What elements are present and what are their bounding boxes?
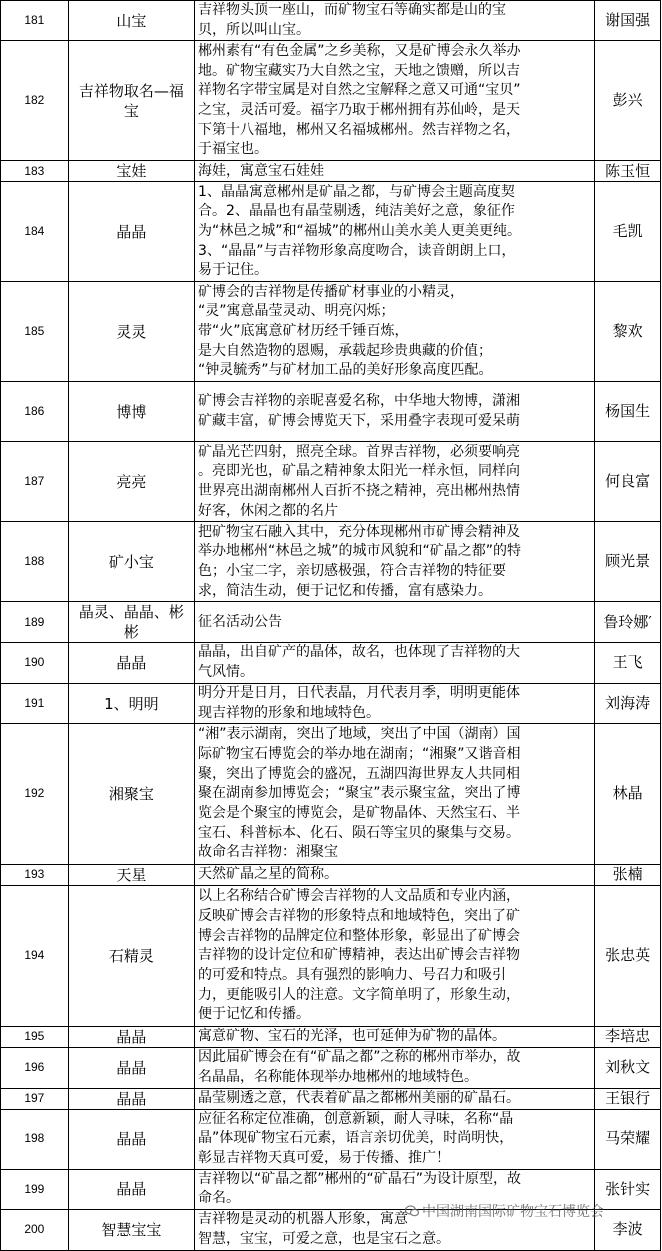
entry-description [195, 1027, 595, 1048]
table-row [1, 683, 661, 723]
entry-name-line: 晶晶 [116, 1058, 147, 1077]
entry-description-line: 的可爱和特点。具有强烈的影响力、号召力和吸引 [198, 967, 507, 984]
entry-description-line: “灵”寓意晶莹灵动、明亮闪烁； [198, 303, 395, 320]
entry-name-line: 晶晶 [116, 1180, 147, 1199]
entry-description [195, 41, 595, 161]
wechat-icon [405, 1205, 419, 1217]
entry-name-line: 湘聚宝 [108, 785, 154, 804]
entry-name [68, 442, 194, 522]
entry-author: 王银行 [595, 1088, 661, 1109]
entry-number: 194 [1, 886, 69, 1027]
entry-description-line: 智慧，宝宝，可爱之意，也是宝石之意。 [198, 1230, 451, 1247]
entry-author: 林晶 [595, 724, 661, 865]
entry-author: 刘海涛 [595, 683, 661, 723]
entry-description-line: 色；小宝二字，亲切感极强，符合吉祥物的特征要 [198, 562, 507, 579]
entry-name-line: 晶晶 [116, 654, 147, 673]
entry-name-line: 晶晶 [116, 1028, 147, 1047]
table-row [1, 161, 661, 182]
entry-name-line: 灵灵 [116, 322, 147, 341]
entry-name [68, 522, 194, 602]
entry-description [195, 865, 595, 886]
entry-description-line: 世界亮出湖南郴州人百折不挠之精神，亮出郴州热情 [198, 482, 521, 499]
entry-description-line: 命名。 [198, 1190, 241, 1207]
entry-description [195, 886, 595, 1027]
entry-description-line: 于福宝也。 [198, 141, 269, 158]
entry-number: 185 [1, 282, 69, 382]
entry-number: 197 [1, 1088, 69, 1109]
entry-number: 192 [1, 724, 69, 865]
entry-description [195, 382, 595, 442]
entry-number: 191 [1, 683, 69, 723]
watermark-text: 中国湖南国际矿物宝石博览会 [422, 1204, 604, 1220]
entry-name [68, 161, 194, 182]
entry-name-line: 晶晶 [116, 1130, 147, 1149]
table-row [1, 522, 661, 602]
entry-name [68, 1109, 194, 1169]
table-row [1, 865, 661, 886]
entry-author: 张忠英 [595, 886, 661, 1027]
entry-author: 马荣耀 [595, 1109, 661, 1169]
entry-name-line: 石精灵 [108, 947, 154, 966]
entry-name [68, 41, 194, 161]
entry-description [195, 1, 595, 41]
entry-description-line: 矿博会吉祥物的亲昵喜爱名称，中华地大物博，潇湘 [198, 393, 521, 410]
entry-description-line: 合。2、晶晶也有晶莹剔透，纯洁美好之意，象征作 [198, 203, 515, 220]
table-row [1, 41, 661, 161]
entry-description [195, 602, 595, 643]
entry-author: 张楠 [595, 865, 661, 886]
entry-description-line: 下第十八福地，郴州又名福城郴州。然吉祥物之名， [198, 121, 521, 138]
entry-description [195, 522, 595, 602]
table-row [1, 1048, 661, 1088]
entry-number: 182 [1, 41, 69, 161]
entry-description-line: “钟灵毓秀”与矿材加工品的美好形象高度匹配。 [198, 362, 493, 379]
entry-description-line: 贝，所以叫山宝。 [198, 21, 311, 38]
entry-description-line: 力，更能吸引人的注意。文字简单明了，形象生动， [198, 986, 521, 1003]
entry-author: 鲁玲娜′ [595, 602, 661, 643]
entry-description [195, 1109, 595, 1169]
entry-description-line: 吉祥物头顶一座山，而矿物宝石等确实都是山的宝 [198, 2, 507, 18]
entry-description [195, 161, 595, 182]
entry-description-line: 求，简洁生动，便于记忆和传播，富有感染力。 [198, 582, 493, 599]
entry-name [68, 886, 194, 1027]
entry-description-line: 举办地郴州“林邑之城”的城市风貌和“矿晶之都”的特 [198, 543, 522, 560]
table-row [1, 442, 661, 522]
entry-description-line: “湘”表示湖南，突出了地域，突出了中国（湖南）国 [198, 726, 521, 743]
entry-description-line: 。亮即光也，矿晶之精神象太阳光一样永恒，同样向 [198, 463, 521, 480]
entry-number: 199 [1, 1169, 69, 1209]
entry-number: 195 [1, 1027, 69, 1048]
entry-number: 200 [1, 1210, 69, 1250]
entry-name-line: 晶灵、晶晶、彬 [78, 603, 184, 622]
entry-name [68, 1, 194, 41]
entry-name [68, 1210, 194, 1250]
entry-name [68, 724, 194, 865]
entry-description-line: 带“火”底寓意矿材历经千锤百炼， [198, 323, 409, 340]
entry-description-line: 览会是个聚宝的博览会，是矿物晶体、天然宝石、半 [198, 805, 521, 822]
entry-description-line: 好客，休闲之都的名片 [198, 502, 339, 519]
entry-description-line: 以上名称结合矿博会吉祥物的人文品质和专业内涵， [198, 888, 521, 905]
entry-description-line: 宝石、科普标本、化石、陨石等宝贝的聚集与交易。 [198, 824, 521, 841]
entry-name-line: 宝娃 [116, 162, 147, 181]
entry-author: 李波 [595, 1210, 661, 1250]
table-row [1, 724, 661, 865]
entry-name [68, 865, 194, 886]
entry-name [68, 602, 194, 643]
entry-name [68, 1169, 194, 1209]
entry-author: 顾光景 [595, 522, 661, 602]
table-row [1, 382, 661, 442]
table-row [1, 602, 661, 643]
entry-name-line: 矿小宝 [108, 552, 154, 571]
entry-name-line: 宝 [123, 101, 139, 120]
entry-author: 黎欢 [595, 282, 661, 382]
entry-number: 198 [1, 1109, 69, 1169]
entry-name-line: 吉祥物取名—福 [78, 81, 184, 100]
entry-description-line: 故命名吉祥物：湘聚宝 [198, 844, 339, 861]
entry-author: 陈玉恒 [595, 161, 661, 182]
entry-name-line: 智慧宝宝 [101, 1220, 162, 1239]
entry-author: 彭兴 [595, 41, 661, 161]
entry-description-line: 地。矿物宝藏实乃大自然之宝，天地之馈赠，所以吉 [198, 62, 521, 79]
entry-description-line: 反映矿博会吉祥物的形象特点和地域特色，突出了矿 [198, 907, 521, 924]
entry-description [195, 683, 595, 723]
entry-name-line: 亮亮 [116, 472, 147, 491]
entry-description-line: 吉祥物的设计定位和矿博精神，表达出矿博会吉祥物 [198, 947, 521, 964]
entry-author: 杨国生 [595, 382, 661, 442]
entry-description-line: 天然矿晶之星的简称。 [198, 866, 339, 883]
entry-author: 刘秋文 [595, 1048, 661, 1088]
entry-description-line: 3、“晶晶”与吉祥物形象高度吻合，读音朗朗上口， [198, 242, 516, 259]
entry-description [195, 182, 595, 282]
entry-description [195, 442, 595, 522]
table-row [1, 643, 661, 683]
table-row [1, 182, 661, 282]
entry-description-line: 吉祥物以“矿晶之都”郴州的“矿晶石”为设计原型，故 [198, 1170, 522, 1187]
watermark [405, 1201, 604, 1221]
entry-description-line: 吉祥物是灵动的机器人形象，寓意 [198, 1211, 409, 1228]
entry-description-line: 聚在湖南参加博览会；“聚宝”表示聚宝盆，突出了博 [198, 785, 521, 802]
entry-name [68, 683, 194, 723]
entry-description-line: 晶晶，出自矿产的晶体，故名，也体现了吉祥物的大 [198, 644, 521, 661]
entry-name [68, 1027, 194, 1048]
entry-description-line: 征名活动公告 [198, 613, 283, 630]
entry-number: 193 [1, 865, 69, 886]
entry-author: 张针实 [595, 1169, 661, 1209]
entry-name-line: 晶晶 [116, 1089, 147, 1108]
entry-description [195, 282, 595, 382]
table-row [1, 1088, 661, 1109]
entry-number: 196 [1, 1048, 69, 1088]
entry-description-line: 海娃，寓意宝石娃娃 [198, 162, 325, 179]
entry-description-line: 际矿物宝石博览会的举办地在湖南；“湘聚”又谐音相 [198, 745, 521, 762]
entry-author: 毛凯 [595, 182, 661, 282]
entry-description-line: 明分开是日月，日代表晶，月代表月季，明明更能体 [198, 684, 521, 701]
table-row [1, 886, 661, 1027]
entry-description-line: 聚，突出了博览会的盛况，五湖四海世界友人共同相 [198, 765, 521, 782]
entry-description-line: 名晶晶，名称能体现举办地郴州的地域特色。 [198, 1068, 479, 1085]
entry-description [195, 1048, 595, 1088]
entry-number: 189 [1, 602, 69, 643]
entry-name [68, 1088, 194, 1109]
entry-name-line: 天星 [116, 866, 147, 885]
entry-number: 183 [1, 161, 69, 182]
entry-author: 何良富 [595, 442, 661, 522]
entry-description-line: 矿博会的吉祥物是传播矿材事业的小精灵， [198, 283, 465, 300]
entry-description-line: 易于记住。 [198, 262, 269, 279]
entry-description-line: 矿晶光芒四射，照亮全球。首界吉祥物，必须要响亮 [198, 443, 521, 460]
table-row [1, 1027, 661, 1048]
entry-name-line: 1、明明 [104, 694, 159, 713]
entry-number: 181 [1, 1, 69, 41]
entry-name [68, 282, 194, 382]
entry-description-line: 气风情。 [198, 664, 255, 681]
entry-number: 186 [1, 382, 69, 442]
entry-name [68, 382, 194, 442]
entry-description [195, 724, 595, 865]
entry-description-line: 晶”体现矿物宝石元素，语言亲切优美，时尚明快， [198, 1130, 514, 1147]
entry-description-line: 彰显吉祥物天真可爱，易于传播、推广！ [198, 1150, 451, 1167]
entry-description-line: 之宝，灵活可爱。福字乃取于郴州拥有苏仙岭，是天 [198, 101, 521, 118]
entry-description-line: 应征名称定位准确，创意新颖，耐人寻味，名称“晶 [198, 1110, 514, 1127]
entry-description-line: 现吉祥物的形象和地域特色。 [198, 704, 381, 721]
entry-description-line: 为“林邑之城”和“福城”的郴州山美水美人更美更纯。 [198, 223, 522, 240]
table-row [1, 1, 661, 41]
entry-description-line: 因此届矿博会在有“矿晶之都”之称的郴州市举办，故 [198, 1049, 521, 1066]
entry-description-line: 是大自然造物的恩赐，承载起珍贵典藏的价值； [198, 342, 493, 359]
entry-name-line: 博博 [116, 402, 147, 421]
entry-description [195, 643, 595, 683]
entry-number: 190 [1, 643, 69, 683]
entry-number: 188 [1, 522, 69, 602]
entry-description [195, 1088, 595, 1109]
entry-description-line: 把矿物宝石融入其中，充分体现郴州市矿博会精神及 [198, 523, 521, 540]
table-row [1, 1109, 661, 1169]
entry-description-line: 1、晶晶寓意郴州是矿晶之都，与矿博会主题高度契 [198, 183, 515, 200]
entry-number: 184 [1, 182, 69, 282]
entry-name [68, 1048, 194, 1088]
entry-description-line: 晶莹剔透之意，代表着矿晶之都郴州美丽的矿晶石。 [198, 1089, 521, 1106]
entry-description-line: 博会吉祥物的品牌定位和整体形象，彰显出了矿博会 [198, 927, 521, 944]
entry-number: 187 [1, 442, 69, 522]
entry-name-line: 彬 [123, 623, 139, 642]
entry-description-line: 便于记忆和传播。 [198, 1006, 311, 1023]
entry-author: 李培忠 [595, 1027, 661, 1048]
entry-author: 王飞 [595, 643, 661, 683]
entry-name [68, 182, 194, 282]
entry-name-line: 晶晶 [116, 222, 147, 241]
table-row [1, 282, 661, 382]
entry-description-line: 祥物名字带宝属是对自然之宝解释之意又可通“宝贝” [198, 82, 521, 99]
entry-description-line: 寓意矿物、宝石的光泽，也可延伸为矿物的晶体。 [198, 1028, 507, 1045]
entry-author: 谢国强 [595, 1, 661, 41]
entry-description-line: 矿藏丰富，矿博会博览天下，采用叠字表现可爱呆萌 [198, 412, 521, 429]
entry-name-line: 山宝 [116, 11, 147, 30]
entry-name [68, 643, 194, 683]
entry-description-line: 郴州素有“有色金属”之乡美称，又是矿博会永久举办 [198, 42, 521, 59]
